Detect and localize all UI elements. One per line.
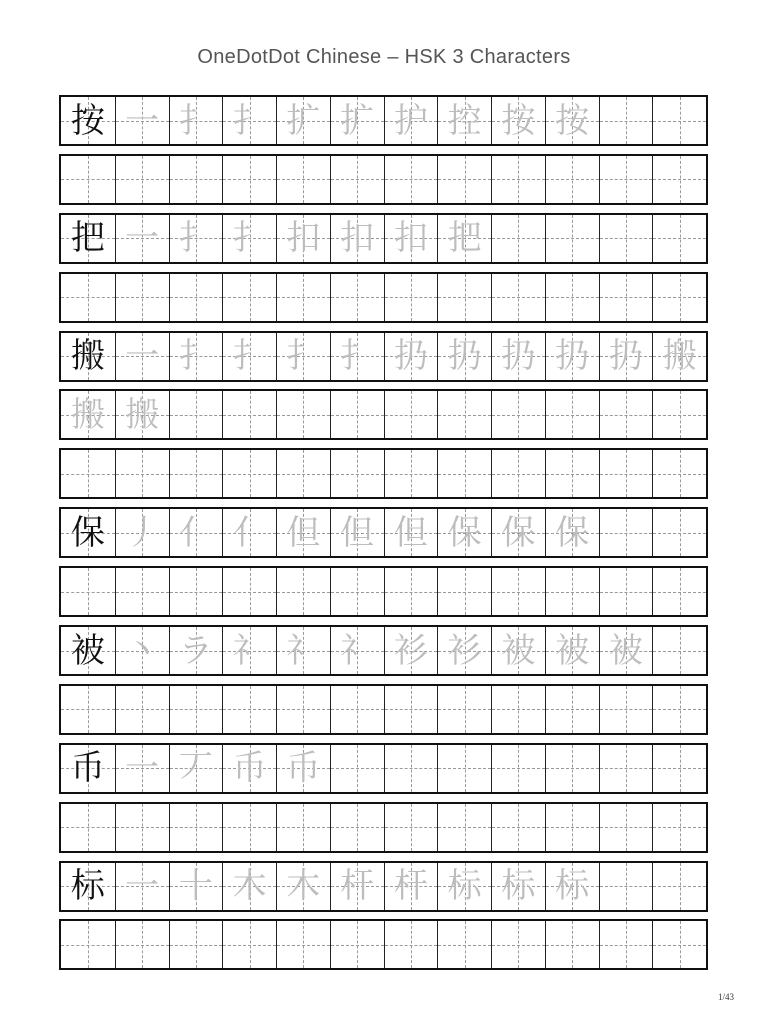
practice-cell — [599, 921, 653, 968]
practice-cell — [276, 863, 330, 910]
practice-cell — [599, 156, 653, 203]
practice-cell — [437, 804, 491, 851]
practice-cell — [652, 745, 706, 792]
practice-cell — [545, 274, 599, 321]
trace-character: 保 — [447, 512, 482, 553]
practice-cell — [222, 568, 276, 615]
practice-cell — [222, 156, 276, 203]
trace-character: 币 — [232, 748, 267, 789]
practice-cell — [491, 274, 545, 321]
trace-character: 扌 — [232, 100, 267, 141]
practice-cell — [545, 745, 599, 792]
trace-character: 标 — [501, 866, 536, 907]
practice-cell — [384, 97, 438, 144]
trace-character: 礻 — [286, 630, 321, 671]
practice-cell — [491, 627, 545, 674]
practice-cell — [330, 804, 384, 851]
practice-cell — [545, 686, 599, 733]
practice-cell — [169, 333, 223, 380]
practice-cell — [599, 804, 653, 851]
trace-character: 扔 — [555, 336, 590, 377]
trace-character: 丶 — [125, 630, 160, 671]
practice-cell — [384, 686, 438, 733]
practice-cell — [222, 745, 276, 792]
practice-cell — [169, 391, 223, 438]
model-character: 保 — [70, 512, 105, 553]
trace-character: 扌 — [232, 336, 267, 377]
practice-cell — [169, 97, 223, 144]
practice-cell — [61, 509, 115, 556]
practice-cell — [330, 509, 384, 556]
practice-cell — [384, 391, 438, 438]
practice-cell — [169, 156, 223, 203]
practice-cell — [276, 804, 330, 851]
practice-cell — [222, 274, 276, 321]
practice-cell — [61, 921, 115, 968]
trace-character: 按 — [501, 100, 536, 141]
trace-character: 扩 — [286, 100, 321, 141]
practice-cell — [652, 450, 706, 497]
trace-character: 保 — [501, 512, 536, 553]
trace-character: 扌 — [178, 100, 213, 141]
practice-cell — [330, 745, 384, 792]
practice-cell — [652, 215, 706, 262]
trace-character: 币 — [286, 748, 321, 789]
trace-character: 丿 — [125, 512, 160, 553]
practice-cell — [169, 274, 223, 321]
practice-cell — [384, 215, 438, 262]
practice-cell — [437, 333, 491, 380]
practice-cell — [545, 215, 599, 262]
practice-cell — [545, 627, 599, 674]
practice-cell — [437, 568, 491, 615]
practice-cell — [276, 97, 330, 144]
model-character: 被 — [70, 630, 105, 671]
practice-cell — [276, 509, 330, 556]
practice-cell — [61, 568, 115, 615]
practice-cell — [384, 509, 438, 556]
practice-cell — [330, 568, 384, 615]
practice-cell — [599, 745, 653, 792]
trace-character: 被 — [555, 630, 590, 671]
trace-character: 扌 — [340, 336, 375, 377]
practice-cell — [115, 156, 169, 203]
practice-cell — [169, 804, 223, 851]
practice-cell — [222, 450, 276, 497]
trace-character: 但 — [286, 512, 321, 553]
trace-character: 护 — [393, 100, 428, 141]
practice-cell — [61, 627, 115, 674]
practice-cell — [169, 627, 223, 674]
practice-row — [59, 448, 708, 499]
practice-cell — [330, 627, 384, 674]
practice-cell — [437, 686, 491, 733]
practice-cell — [384, 804, 438, 851]
practice-cell — [545, 509, 599, 556]
practice-row — [59, 95, 708, 146]
practice-cell — [115, 745, 169, 792]
practice-cell — [545, 921, 599, 968]
practice-cell — [491, 686, 545, 733]
practice-cell — [115, 686, 169, 733]
practice-row — [59, 802, 708, 853]
practice-cell — [169, 568, 223, 615]
practice-cell — [115, 921, 169, 968]
practice-cell — [61, 686, 115, 733]
practice-cell — [545, 863, 599, 910]
practice-cell — [330, 333, 384, 380]
practice-cell — [599, 274, 653, 321]
model-character: 标 — [70, 866, 105, 907]
trace-character: 亻 — [232, 512, 267, 553]
practice-cell — [491, 391, 545, 438]
trace-character: 扔 — [608, 336, 643, 377]
practice-row — [59, 154, 708, 205]
practice-cell — [222, 921, 276, 968]
practice-cell — [276, 686, 330, 733]
practice-row — [59, 213, 708, 264]
practice-cell — [222, 686, 276, 733]
page-number: 1/43 — [717, 992, 734, 1002]
practice-cell — [652, 686, 706, 733]
trace-character: 亻 — [178, 512, 213, 553]
practice-cell — [115, 333, 169, 380]
trace-character: 扣 — [340, 218, 375, 259]
trace-character: 木 — [286, 866, 321, 907]
practice-cell — [384, 156, 438, 203]
page-title: OneDotDot Chinese – HSK 3 Characters — [197, 46, 571, 68]
practice-cell — [599, 391, 653, 438]
practice-cell — [545, 804, 599, 851]
practice-cell — [437, 509, 491, 556]
trace-character: 被 — [608, 630, 643, 671]
practice-cell — [437, 274, 491, 321]
practice-cell — [599, 627, 653, 674]
practice-cell — [330, 450, 384, 497]
practice-cell — [222, 509, 276, 556]
trace-character: 木 — [232, 866, 267, 907]
trace-character: 一 — [125, 100, 160, 141]
practice-cell — [61, 156, 115, 203]
practice-cell — [437, 745, 491, 792]
trace-character: 一 — [125, 336, 160, 377]
practice-cell — [545, 333, 599, 380]
practice-cell — [652, 863, 706, 910]
practice-cell — [491, 509, 545, 556]
practice-cell — [652, 804, 706, 851]
practice-cell — [437, 863, 491, 910]
practice-cell — [222, 333, 276, 380]
trace-character: 标 — [447, 866, 482, 907]
practice-cell — [276, 568, 330, 615]
practice-cell — [384, 450, 438, 497]
practice-cell — [115, 568, 169, 615]
practice-cell — [61, 804, 115, 851]
practice-cell — [545, 450, 599, 497]
practice-row — [59, 507, 708, 558]
practice-cell — [652, 333, 706, 380]
model-character: 搬 — [70, 336, 105, 377]
trace-character: 搬 — [662, 336, 697, 377]
trace-character: 控 — [447, 100, 482, 141]
practice-cell — [276, 921, 330, 968]
trace-character: 杆 — [393, 866, 428, 907]
trace-character: 扣 — [286, 218, 321, 259]
practice-cell — [384, 921, 438, 968]
trace-character: 礻 — [232, 630, 267, 671]
trace-character: 但 — [393, 512, 428, 553]
practice-cell — [115, 863, 169, 910]
practice-cell — [222, 804, 276, 851]
trace-character: 扌 — [178, 336, 213, 377]
practice-cell — [330, 686, 384, 733]
practice-cell — [276, 274, 330, 321]
practice-cell — [330, 215, 384, 262]
practice-cell — [599, 450, 653, 497]
practice-cell — [545, 156, 599, 203]
practice-cell — [652, 156, 706, 203]
practice-cell — [437, 156, 491, 203]
practice-cell — [384, 333, 438, 380]
practice-row — [59, 684, 708, 735]
trace-character: 但 — [340, 512, 375, 553]
practice-cell — [652, 921, 706, 968]
trace-character: 扌 — [232, 218, 267, 259]
practice-cell — [330, 156, 384, 203]
practice-cell — [330, 274, 384, 321]
practice-grid — [59, 95, 708, 978]
practice-cell — [545, 97, 599, 144]
practice-cell — [222, 97, 276, 144]
practice-cell — [61, 863, 115, 910]
practice-cell — [491, 745, 545, 792]
practice-cell — [599, 215, 653, 262]
practice-cell — [491, 156, 545, 203]
practice-cell — [169, 215, 223, 262]
practice-cell — [330, 863, 384, 910]
practice-cell — [330, 391, 384, 438]
practice-cell — [169, 745, 223, 792]
trace-character: 搬 — [125, 394, 160, 435]
practice-cell — [437, 627, 491, 674]
practice-cell — [491, 804, 545, 851]
practice-cell — [491, 333, 545, 380]
practice-cell — [169, 509, 223, 556]
trace-character: 十 — [178, 866, 213, 907]
model-character: 把 — [70, 218, 105, 259]
practice-cell — [276, 215, 330, 262]
practice-cell — [61, 97, 115, 144]
practice-cell — [276, 333, 330, 380]
trace-character: ラ — [178, 630, 213, 671]
practice-row — [59, 389, 708, 440]
practice-cell — [61, 215, 115, 262]
practice-cell — [491, 921, 545, 968]
practice-cell — [276, 450, 330, 497]
practice-cell — [491, 863, 545, 910]
practice-cell — [599, 863, 653, 910]
practice-cell — [115, 215, 169, 262]
practice-cell — [652, 627, 706, 674]
practice-cell — [61, 391, 115, 438]
trace-character: 扔 — [501, 336, 536, 377]
trace-character: 杆 — [340, 866, 375, 907]
practice-cell — [276, 156, 330, 203]
practice-cell — [437, 215, 491, 262]
practice-cell — [169, 686, 223, 733]
practice-cell — [115, 509, 169, 556]
practice-cell — [652, 568, 706, 615]
practice-cell — [222, 215, 276, 262]
trace-character: 扩 — [340, 100, 375, 141]
trace-character: 丆 — [178, 748, 213, 789]
trace-character: 扌 — [286, 336, 321, 377]
trace-character: 搬 — [70, 394, 105, 435]
practice-cell — [115, 627, 169, 674]
practice-row — [59, 331, 708, 382]
practice-cell — [599, 97, 653, 144]
practice-cell — [276, 391, 330, 438]
practice-cell — [384, 274, 438, 321]
practice-row — [59, 743, 708, 794]
practice-cell — [276, 745, 330, 792]
practice-cell — [652, 97, 706, 144]
practice-cell — [276, 627, 330, 674]
trace-character: 一 — [125, 218, 160, 259]
trace-character: 扔 — [447, 336, 482, 377]
practice-cell — [599, 509, 653, 556]
practice-row — [59, 272, 708, 323]
trace-character: 扣 — [393, 218, 428, 259]
practice-cell — [652, 274, 706, 321]
practice-cell — [115, 450, 169, 497]
practice-cell — [222, 627, 276, 674]
trace-character: 一 — [125, 748, 160, 789]
practice-cell — [491, 97, 545, 144]
trace-character: 衫 — [447, 630, 482, 671]
model-character: 按 — [70, 100, 105, 141]
trace-character: 把 — [447, 218, 482, 259]
practice-cell — [61, 450, 115, 497]
practice-cell — [115, 97, 169, 144]
practice-cell — [169, 450, 223, 497]
practice-cell — [169, 863, 223, 910]
trace-character: 扔 — [393, 336, 428, 377]
practice-cell — [169, 921, 223, 968]
trace-character: 标 — [555, 866, 590, 907]
practice-cell — [330, 921, 384, 968]
trace-character: 扌 — [178, 218, 213, 259]
model-character: 币 — [70, 748, 105, 789]
trace-character: 一 — [125, 866, 160, 907]
practice-cell — [491, 568, 545, 615]
practice-cell — [115, 274, 169, 321]
practice-cell — [61, 745, 115, 792]
practice-cell — [652, 391, 706, 438]
trace-character: 礻 — [340, 630, 375, 671]
practice-cell — [491, 450, 545, 497]
practice-row — [59, 919, 708, 970]
practice-cell — [652, 509, 706, 556]
practice-cell — [222, 863, 276, 910]
practice-cell — [437, 450, 491, 497]
practice-cell — [437, 921, 491, 968]
trace-character: 被 — [501, 630, 536, 671]
trace-character: 按 — [555, 100, 590, 141]
practice-cell — [61, 333, 115, 380]
trace-character: 衫 — [393, 630, 428, 671]
practice-cell — [384, 627, 438, 674]
practice-cell — [599, 333, 653, 380]
practice-cell — [599, 686, 653, 733]
practice-cell — [384, 745, 438, 792]
practice-cell — [384, 863, 438, 910]
practice-row — [59, 861, 708, 912]
practice-cell — [491, 215, 545, 262]
practice-cell — [61, 274, 115, 321]
practice-cell — [599, 568, 653, 615]
practice-cell — [545, 568, 599, 615]
practice-cell — [437, 97, 491, 144]
practice-cell — [115, 391, 169, 438]
practice-cell — [330, 97, 384, 144]
practice-row — [59, 625, 708, 676]
practice-cell — [437, 391, 491, 438]
trace-character: 保 — [555, 512, 590, 553]
practice-row — [59, 566, 708, 617]
practice-cell — [115, 804, 169, 851]
practice-cell — [222, 391, 276, 438]
practice-cell — [384, 568, 438, 615]
practice-cell — [545, 391, 599, 438]
